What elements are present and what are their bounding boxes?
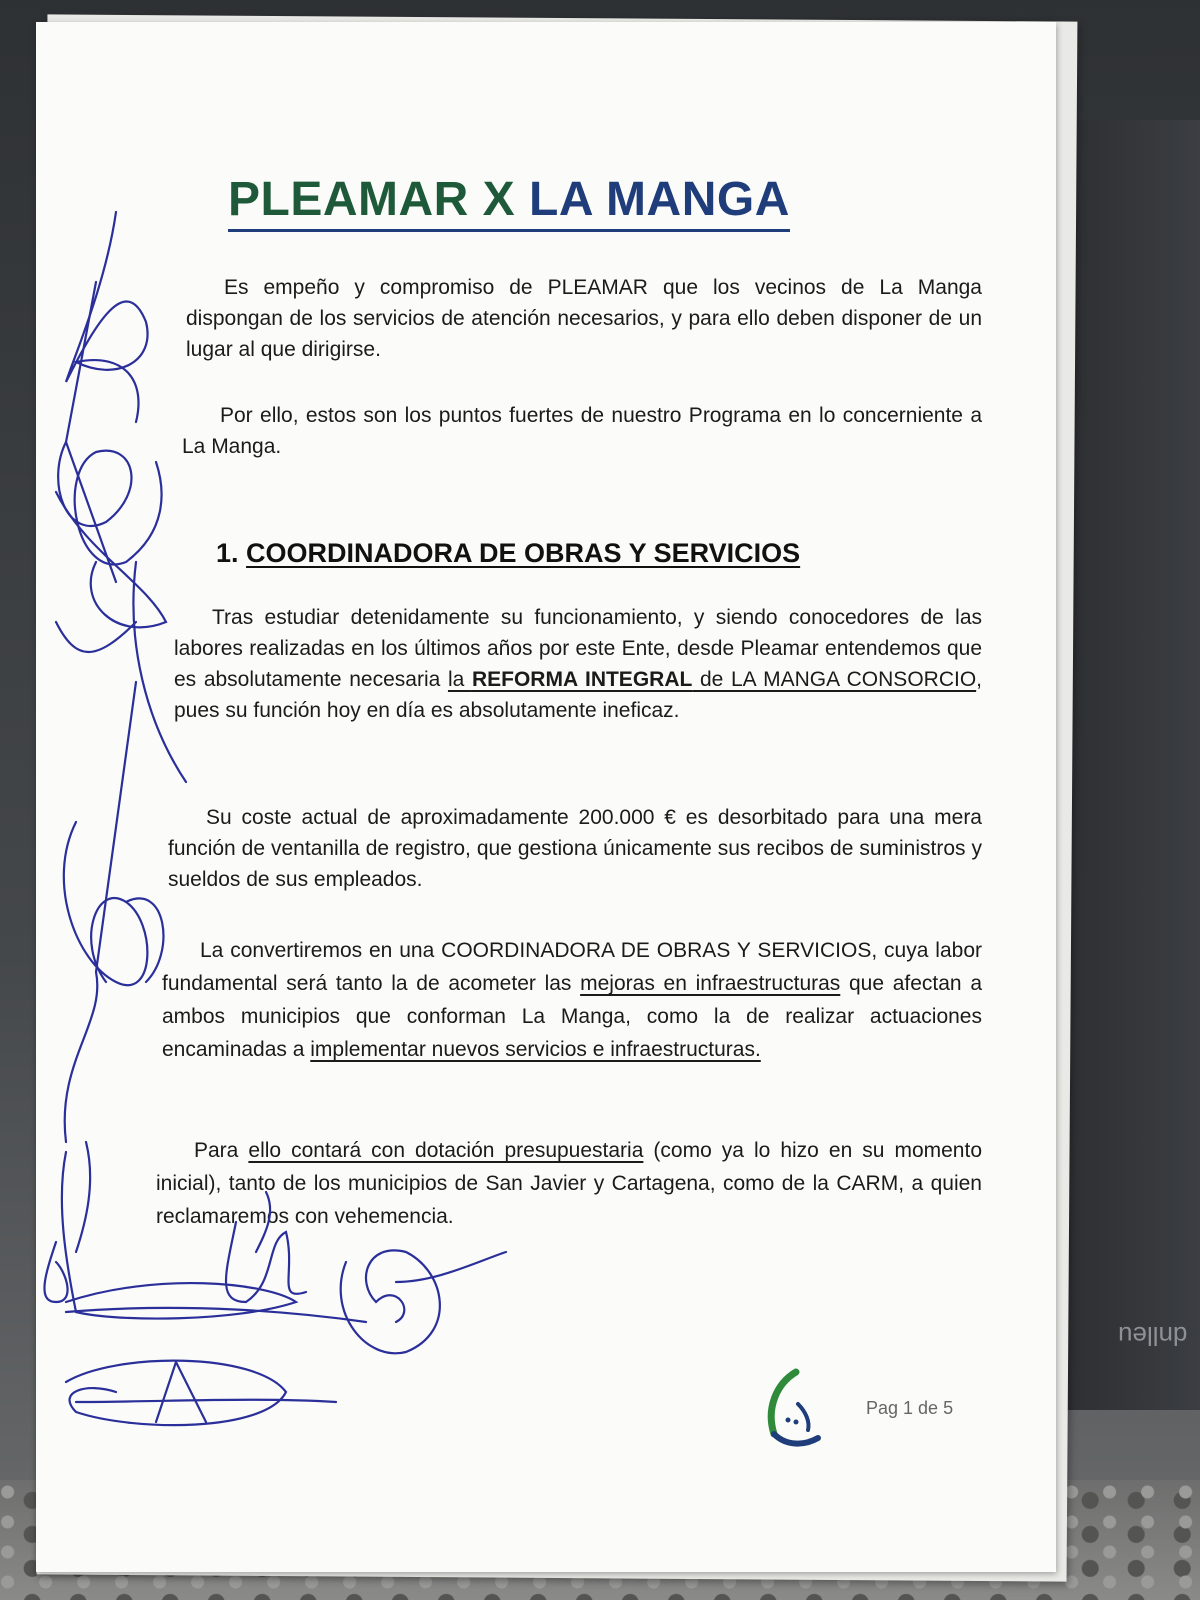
- p3-text-b: que afectan a ambos municipios que conforman La Manga, como la de realizar actuaciones encaminadas a: [162, 972, 982, 1061]
- p3-underline-1: mejoras en infraestructuras: [580, 972, 841, 995]
- title-part-2: LA MANGA: [529, 173, 790, 226]
- p4-text-a: Para: [194, 1139, 249, 1162]
- paragraph-3: [162, 934, 982, 1066]
- p1-underlined: [448, 668, 976, 691]
- points-paragraph: [182, 400, 982, 462]
- intro-text: Es empeño y compromiso de PLEAMAR que los vecinos de La Manga dispongan de los servicios de atención necesarios, y para ello deben disponer de un lugar al que dirigirse.: [186, 276, 982, 361]
- p3-text-a: La convertiremos en una COORDINADORA DE OBRAS Y SERVICIOS, cuya labor fundamental será tanto la de acometer las: [162, 939, 982, 995]
- p4-text-b: (como ya lo hizo en su momento inicial), tanto de los municipios de San Javier y Cartagena, como de la CARM, a quien reclamaremos con vehemencia.: [156, 1139, 983, 1228]
- paragraph-4: [156, 1134, 982, 1233]
- p1-bold: REFORMA INTEGRAL: [471, 668, 693, 691]
- p1-link-b: de LA MANGA CONSORCIO: [692, 668, 977, 691]
- paragraph-2: [168, 802, 982, 895]
- title-part-1: PLEAMAR X: [228, 173, 530, 226]
- paragraph-1: [174, 602, 982, 726]
- points-text: Por ello, estos son los puntos fuertes de nuestro Programa en lo concerniente a La Manga.: [182, 404, 982, 458]
- intro-paragraph: [186, 272, 982, 365]
- pleamar-logo-icon: [756, 1364, 826, 1459]
- p1-text-a: Tras estudiar detenidamente su funcionamiento, y siendo conocedores de las labores realizadas en los últimos años por este Ente, desde Pleamar entendemos que es absolutamente necesaria: [174, 606, 982, 691]
- document-title: [228, 172, 790, 232]
- p1-link-a: la: [447, 668, 472, 691]
- p2-text: Su coste actual de aproximadamente 200.000 € es desorbitado para una mera función de ventanilla de registro, que gestiona únicamente sus recibos de suministros y sueldos de sus empleados.: [168, 806, 982, 891]
- document-page: [36, 22, 1056, 1572]
- p1-text-b: , pues su función hoy en día es absolutamente ineficaz.: [174, 668, 982, 722]
- section-title: COORDINADORA DE OBRAS Y SERVICIOS: [246, 538, 801, 568]
- section-number: 1.: [216, 538, 239, 568]
- p4-underlined: ello contará con dotación presupuestaria: [248, 1139, 644, 1162]
- p3-underline-2: implementar nuevos servicios e infraestructuras.: [310, 1038, 761, 1061]
- laptop-brand-text: dnlleu: [1118, 1321, 1188, 1351]
- section-heading: [216, 538, 800, 569]
- page-number: Pag 1 de 5: [866, 1398, 954, 1418]
